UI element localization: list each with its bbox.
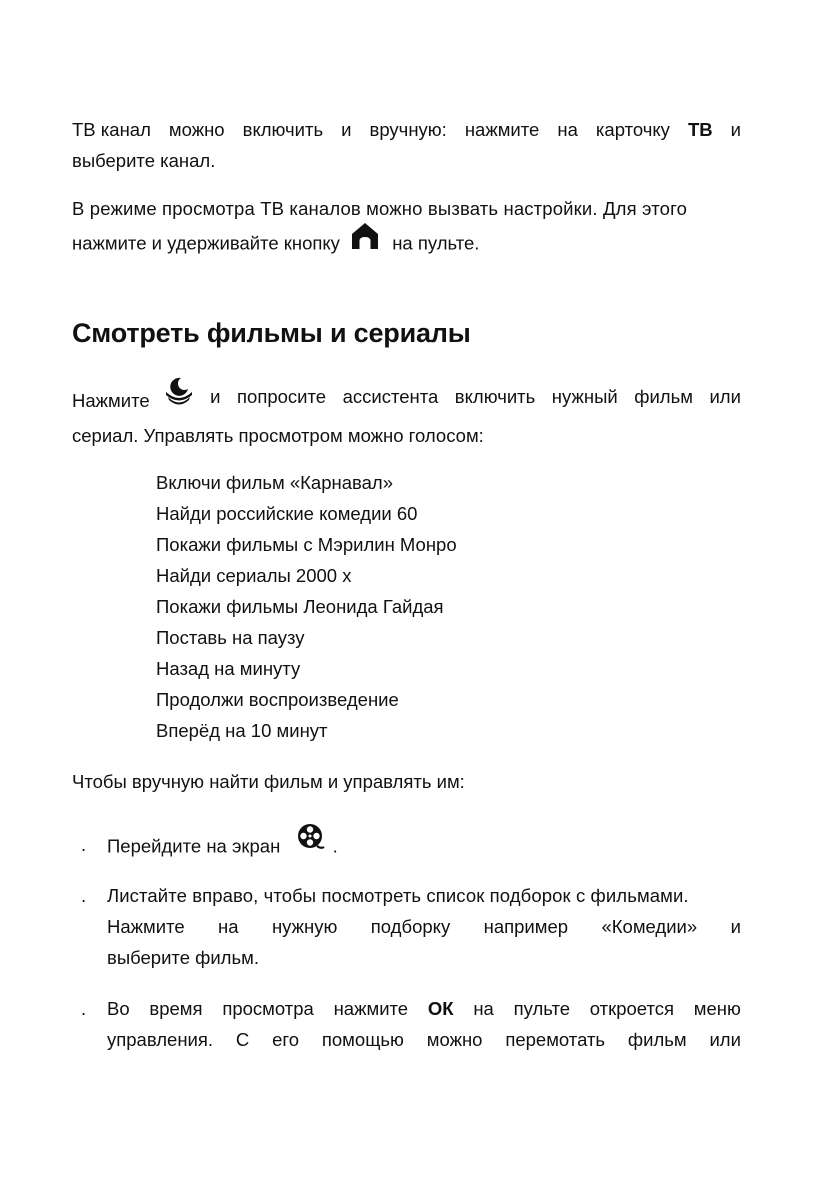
step-3-line-1: Во время просмотра нажмите ОК на пульте откроется меню [107, 993, 741, 1024]
voice-command: Вперёд на 10 минут [156, 720, 328, 741]
assistant-paragraph [72, 381, 741, 451]
settings-paragraph [72, 193, 741, 263]
bullet-marker: . [81, 998, 87, 1019]
ok-button-name: ОК [427, 998, 454, 1019]
document-page: ТВ канал можно включить и вручную: нажмите на карточку ТВ и выберите канал. В режиме просмотра ТВ каналов можно вызвать настройки. Для этого нажмите и удерживайте кнопку на пульте. Смотреть фильмы и сериалы Нажмите и попросите ассистента включить нужный фильм или сериал. Управлять просмотром можно голосом: Включи фильм «Карнавал» Найди российские комедии 60 Покажи фильмы с Мэрилин Монро Найди сериалы 2000 х Покажи фильмы Леонида Гайдая Поставь на паузу Назад на минуту Продолжи воспроизведение Вперёд на 10 минут Чтобы вручную найти фильм и управлять им: . Перейдите на экран . . Листайте вправо, чтобы посмотреть список подборок с фильмами. Нажмите на нужную подборку например «Комедии» и выберите фильм. . Во время просмотра нажмите ОК на пульте откроется меню управления. С его помощью можно перемотать фильм или [0, 0, 839, 1191]
voice-command: Продолжи воспроизведение [156, 689, 399, 710]
tv-paragraph [72, 114, 741, 176]
settings-paragraph-line-1: В режиме просмотра ТВ каналов можно вызвать настройки. Для этого [72, 198, 688, 219]
voice-command: Назад на минуту [156, 658, 301, 679]
home-icon [351, 222, 379, 259]
assistant-icon [164, 375, 194, 414]
tv-card-name: ТВ [687, 119, 713, 140]
voice-command: Найди сериалы 2000 х [156, 565, 352, 586]
tv-paragraph-line-1: ТВ канал можно включить и вручную: нажмите на карточку ТВ и [72, 114, 741, 145]
voice-command: Найди российские комедии 60 [156, 503, 418, 524]
section-heading: Смотреть фильмы и сериалы [72, 318, 471, 348]
manual-intro: Чтобы вручную найти фильм и управлять им: [72, 771, 465, 792]
voice-command: Поставь на паузу [156, 627, 305, 648]
bullet-marker: . [81, 885, 87, 906]
voice-commands-list [156, 467, 457, 746]
settings-paragraph-line-2: нажмите и удерживайте кнопку на пульте. [72, 226, 741, 263]
voice-command: Покажи фильмы с Мэрилин Монро [156, 534, 457, 555]
step-2-line-2: Нажмите на нужную подборку например «Комедии» и [107, 916, 741, 937]
tv-paragraph-line-2: выберите канал. [72, 150, 216, 171]
bullet-marker: . [81, 834, 87, 855]
step-3-line-2: управления. С его помощью можно перемотать фильм или [107, 1029, 741, 1050]
assistant-paragraph-line-1: Нажмите и попросите ассистента включить нужный фильм или [72, 381, 741, 420]
film-reel-icon [297, 823, 325, 860]
assistant-paragraph-line-2: сериал. Управлять просмотром можно голосом: [72, 425, 484, 446]
step-2-line-3: выберите фильм. [107, 947, 259, 968]
step-2-line-1: Листайте вправо, чтобы посмотреть список подборок с фильмами. [107, 885, 689, 906]
voice-command: Включи фильм «Карнавал» [156, 472, 394, 493]
voice-command: Покажи фильмы Леонида Гайдая [156, 596, 444, 617]
